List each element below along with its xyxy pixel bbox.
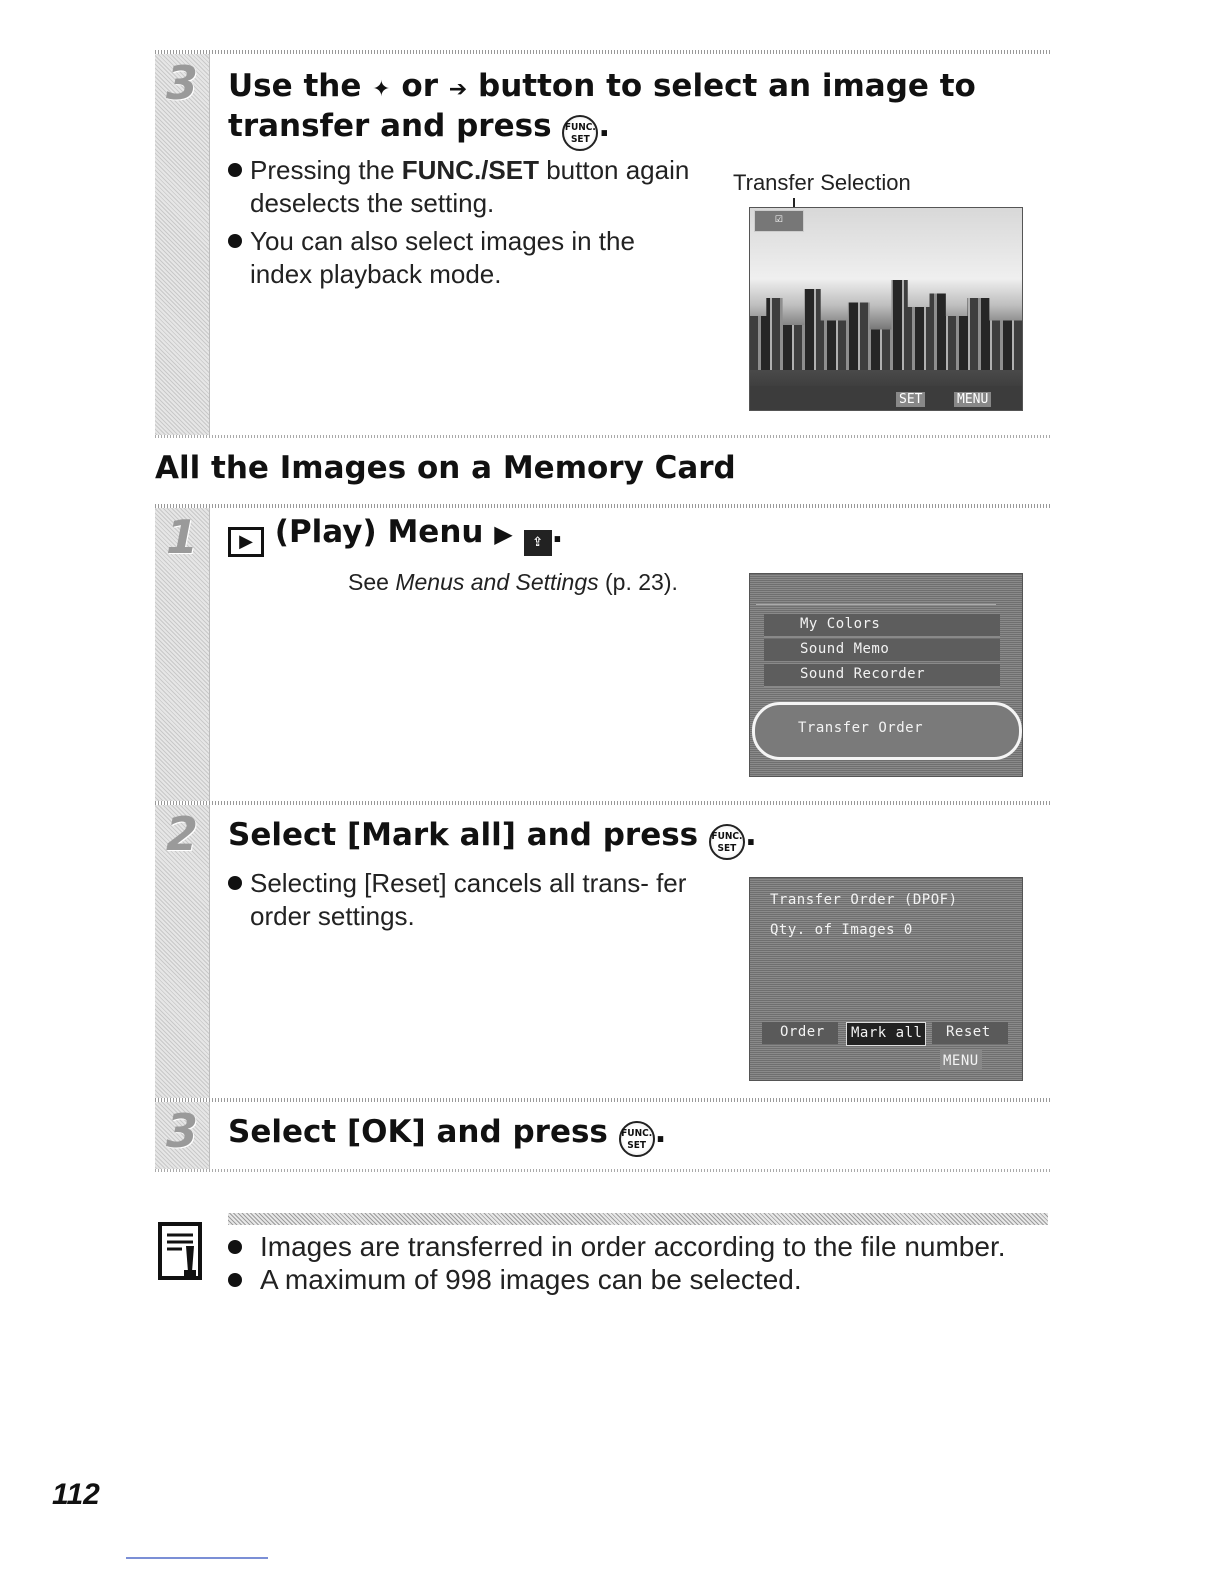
list-item [228, 1230, 1008, 1263]
func-set-icon [562, 115, 598, 151]
see-text: (p. 23). [598, 569, 678, 595]
screen-button-label: Mark all [851, 1025, 923, 1041]
screen-caption: Transfer Selection [733, 170, 911, 195]
step-bottom-border [155, 1169, 1050, 1172]
transfer-selection-screen [749, 207, 1023, 411]
screen-button-label: Order [780, 1024, 825, 1040]
step-title [228, 514, 563, 557]
step-1-play-menu [155, 504, 1050, 802]
step-3-select-ok [155, 1098, 1050, 1172]
bullet-text: Pressing the [250, 155, 402, 185]
step-number: 3 [165, 56, 198, 110]
screen-set-label: SET [896, 392, 925, 407]
step-2-mark-all [155, 801, 1050, 1099]
note-icon [158, 1222, 202, 1282]
func-icon-line2: SET [717, 843, 737, 854]
see-link: Menus and Settings [395, 569, 599, 595]
list-item [228, 154, 698, 220]
step-title [228, 68, 1048, 151]
step-bottom-border [155, 435, 1050, 438]
func-icon-line1: FUNC. [621, 1128, 653, 1139]
transfer-order-screen [749, 877, 1023, 1081]
transfer-check-icon: ☑ [754, 210, 804, 232]
screen-menu-label: MENU [954, 392, 991, 407]
step-top-border [155, 504, 1050, 508]
menu-item-label: Sound Memo [800, 641, 890, 657]
transfer-order-icon: ⇪ [524, 530, 552, 556]
menu-tabs [756, 580, 996, 605]
step-number: 1 [165, 510, 198, 564]
menu-row [764, 614, 1000, 637]
title-part: (Play) Menu [274, 514, 484, 550]
func-icon-line2: SET [627, 1140, 647, 1151]
screen-menu-text: MENU [943, 1053, 979, 1069]
bullet-icon [228, 163, 242, 177]
see-reference [348, 569, 678, 596]
menu-row [764, 664, 1000, 687]
section-title: All the Images on a Memory Card [155, 450, 736, 486]
screen-title: Transfer Order (DPOF) [770, 892, 958, 908]
screen-qty: Qty. of Images 0 [770, 922, 913, 938]
bullet-icon [228, 1273, 242, 1287]
menu-row [764, 639, 1000, 662]
bullet-bold-text: FUNC./SET [401, 155, 539, 185]
title-part: . [598, 108, 611, 144]
bullet-text: You can also select images in the index playback mode. [250, 226, 635, 289]
screen-mark-all-button [846, 1022, 926, 1046]
bullet-text: button again deselects the setting. [250, 155, 690, 218]
menu-item-label: My Colors [800, 616, 881, 632]
bullet-list [228, 154, 698, 296]
see-text: See [348, 569, 396, 595]
menu-item-label: Sound Recorder [800, 666, 926, 682]
screen-menu-label [940, 1050, 982, 1069]
title-part: Select [Mark all] and press [228, 817, 699, 853]
right-arrow-icon: ➔ [448, 77, 468, 102]
bullet-text: Selecting [Reset] cancels all trans- fer order settings. [250, 868, 687, 931]
func-set-icon [709, 824, 745, 860]
screen-order-button [762, 1022, 838, 1044]
list-item [228, 1263, 1008, 1296]
func-icon-line1: FUNC. [564, 122, 596, 133]
step-top-border [155, 50, 1050, 54]
title-part: button to select an image to transfer and press [228, 68, 976, 144]
left-arrow-icon: ✦ [372, 77, 391, 102]
footer-line [126, 1557, 268, 1559]
title-part: Select [OK] and press [228, 1114, 608, 1150]
note-text: Images are transferred in order according to the file number. [260, 1231, 1006, 1262]
play-menu-screen [749, 573, 1023, 777]
bullet-icon [228, 876, 242, 890]
title-part: or [401, 68, 438, 104]
func-icon-line1: FUNC. [711, 831, 743, 842]
func-icon-line2: SET [570, 134, 590, 145]
bullet-icon [228, 1240, 242, 1254]
screen-button-label: Reset [946, 1024, 991, 1040]
list-item [228, 867, 718, 933]
play-icon: ▶ [228, 527, 264, 557]
func-set-icon [619, 1121, 655, 1157]
arrow-icon: ▶ [494, 520, 513, 548]
list-item [228, 225, 698, 291]
notes-list [228, 1230, 1008, 1301]
page-number: 112 [52, 1478, 100, 1511]
title-part: . [551, 514, 564, 550]
bullet-icon [228, 234, 242, 248]
step-3-transfer-selection [155, 50, 1050, 438]
memo-icon [158, 1222, 202, 1282]
skyline [750, 280, 1022, 370]
step-title [228, 1114, 666, 1157]
menu-item-label: Transfer Order [798, 720, 924, 736]
step-number: 2 [165, 807, 198, 861]
step-title [228, 817, 757, 860]
step-top-border [155, 801, 1050, 805]
note-divider [228, 1213, 1048, 1225]
title-part: Use the [228, 68, 362, 104]
note-text: A maximum of 998 images can be selected. [260, 1264, 802, 1295]
title-part: . [654, 1114, 667, 1150]
bullet-list [228, 867, 718, 938]
title-part: . [744, 817, 757, 853]
screen-reset-button [932, 1022, 1008, 1044]
step-number: 3 [165, 1104, 198, 1158]
step-top-border [155, 1098, 1050, 1102]
